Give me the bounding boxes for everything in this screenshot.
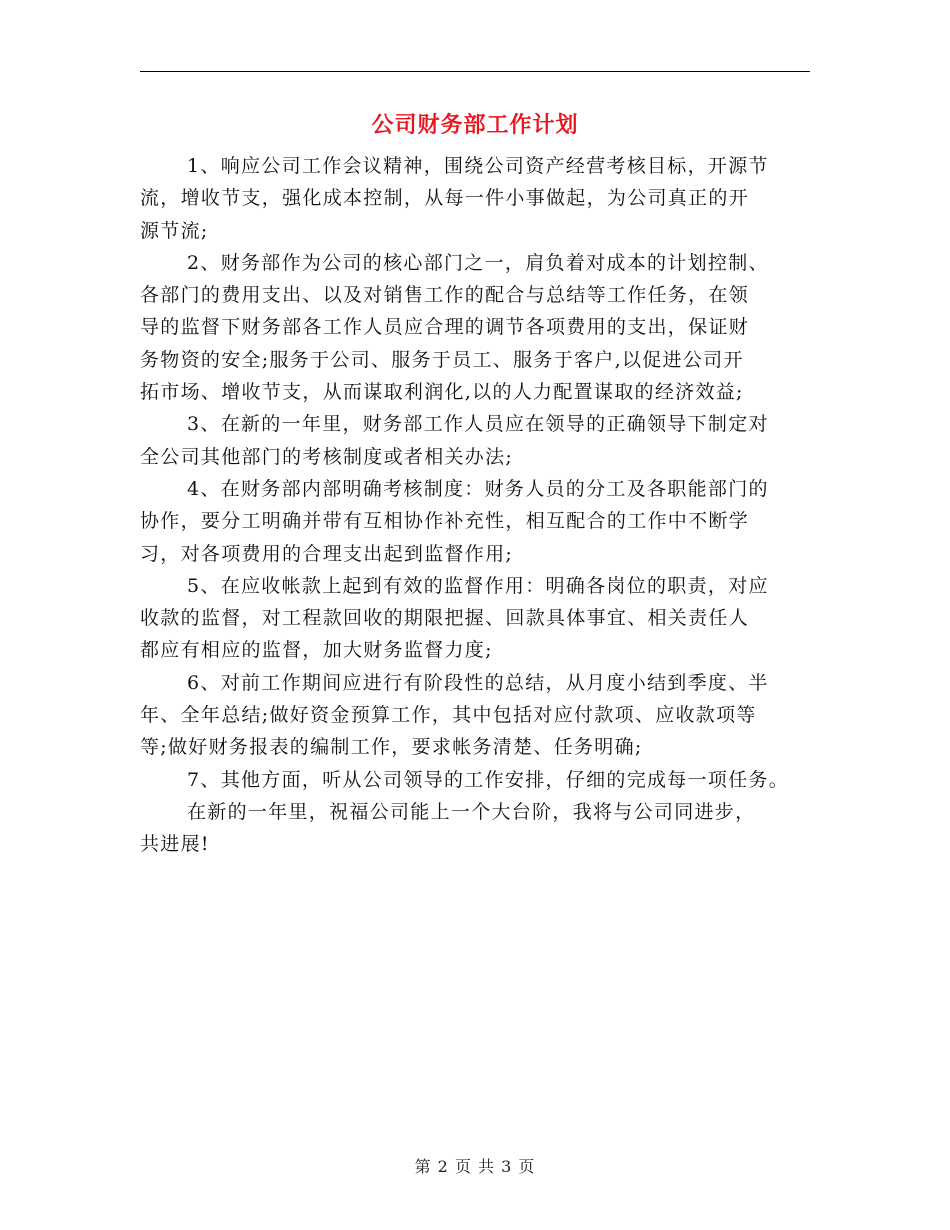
paragraph-2: 2、财务部作为公司的核心部门之一，肩负着对成本的计划控制、 各部门的费用支出、以及对销售工作的配合与总结等工作任务，在领 导的监督下财务部各工作人员应合理的调节各项费用的支出，保证财 务物资的安全;服务于公司、服务于员工、服务于客户,以促进公司开 拓市场、增收节支，从而谋取利润化,以的人力配置谋取的经济效益; xyxy=(140,251,769,404)
paragraph-3: 3、在新的一年里，财务部工作人员应在领导的正确领导下制定对 全公司其他部门的考核制度或者相关办法; xyxy=(140,413,769,468)
paragraph-7: 7、其他方面，听从公司领导的工作安排，仔细的完成每一项任务。 xyxy=(187,768,790,791)
page-number: 第 2 页 共 3 页 xyxy=(414,1157,536,1176)
document-title: 公司财务部工作计划 xyxy=(371,112,579,138)
document-body xyxy=(140,150,830,861)
paragraph-6: 6、对前工作期间应进行有阶段性的总结，从月度小结到季度、半 年、全年总结;做好资金预算工作，其中包括对应付款项、应收款项等 等;做好财务报表的编制工作，要求帐务清楚、任务明确; xyxy=(140,671,769,759)
paragraph-closing: 在新的一年里，祝福公司能上一个大台阶，我将与公司同进步， 共进展! xyxy=(140,800,756,856)
header-rule xyxy=(140,71,810,72)
paragraph-4: 4、在财务部内部明确考核制度：财务人员的分工及各职能部门的 协作，要分工明确并带有互相协作补充性，相互配合的工作中不断学 习，对各项费用的合理支出起到监督作用; xyxy=(140,477,769,565)
paragraph-5: 5、在应收帐款上起到有效的监督作用：明确各岗位的职责，对应 收款的监督，对工程款回收的期限把握、回款具体事宜、相关责任人 都应有相应的监督，加大财务监督力度; xyxy=(140,574,769,662)
paragraph-1: 1、响应公司工作会议精神，围绕公司资产经营考核目标，开源节 流，增收节支，强化成本控制，从每一件小事做起，为公司真正的开 源节流; xyxy=(140,155,769,242)
